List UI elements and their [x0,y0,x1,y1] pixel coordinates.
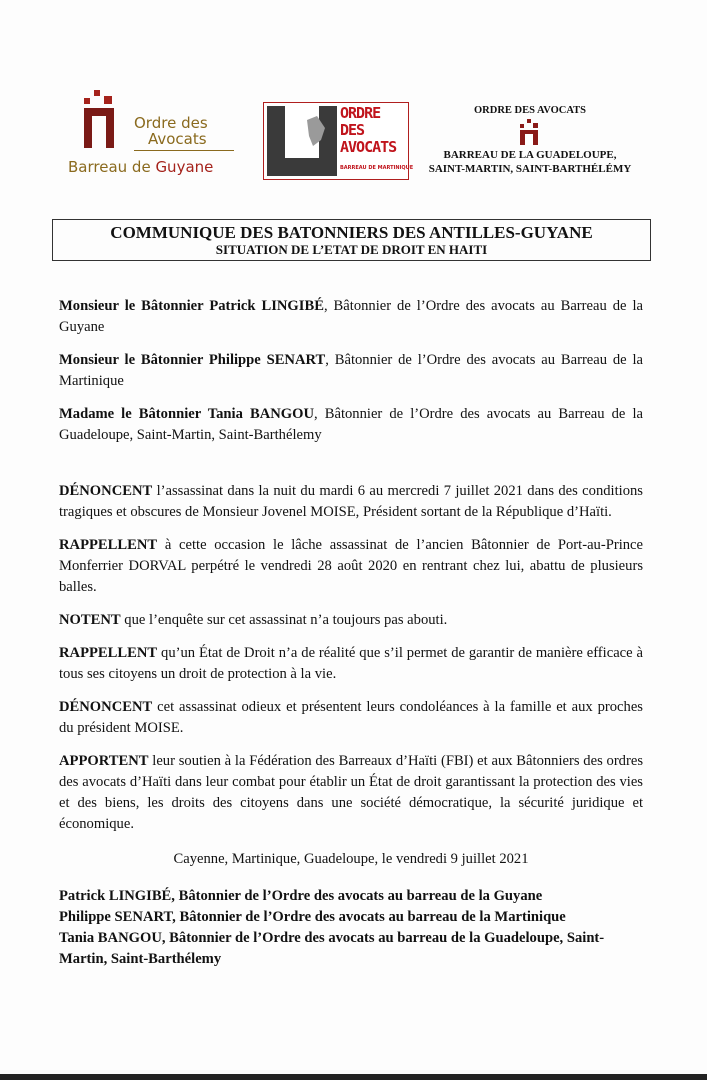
signature-line: Tania BANGOU, Bâtonnier de l’Ordre des avocats au barreau de la Guadeloupe, Saint- [59,930,605,946]
logo-barreau-guyane [68,86,240,186]
guyane-logo-line3-prefix: Barreau de [68,158,156,176]
statement-verb: DÉNONCENT [59,483,153,499]
statement-text: que l’enquête sur cet assassinat n’a toujours pas abouti. [120,612,448,628]
martinique-logo-line2: DES [340,121,365,139]
statement-paragraph [59,535,643,598]
statement-verb: DÉNONCENT [59,699,153,715]
signature-line: Philippe SENART, Bâtonnier de l’Ordre des avocats au barreau de la Martinique [59,909,566,925]
statement-text: qu’un État de Droit n’a de réalité que s’il permet de garantir de manière efficace à tous ses citoyens un droit de protection à la vie. [59,645,643,682]
batonnier-guyane [59,296,643,338]
batonnier-name: Monsieur le Bâtonnier Philippe SENART [59,352,326,368]
martinique-logo-line1: ORDRE [340,104,381,122]
communique-body [59,296,643,970]
guyane-logo-line1: Ordre des [134,114,208,132]
statement-verb: NOTENT [59,612,121,628]
statement-verb: RAPPELLENT [59,645,158,661]
bottom-edge [0,1074,707,1080]
statement-verb: RAPPELLENT [59,537,158,553]
signature-block [59,886,643,970]
statement-paragraph [59,643,643,685]
place-and-date: Cayenne, Martinique, Guadeloupe, le vendredi 9 juillet 2021 [173,851,529,867]
statement-paragraph [59,610,643,631]
martinique-logo-mark-icon [267,106,337,176]
batonnier-name: Monsieur le Bâtonnier Patrick LINGIBÉ [59,298,324,314]
batonnier-title: , Bâtonnier de l’Ordre des avocats au Barreau de la Guyane [59,298,644,335]
statement-paragraph [59,481,643,523]
martinique-logo-text [340,105,396,156]
guyane-logo-line3-name: Guyane [155,158,214,176]
statement-paragraph [59,697,643,739]
communique-title-box [52,219,651,261]
logo-barreau-guadeloupe [425,100,635,180]
statement-text: l’assassinat dans la nuit du mardi 6 au mercredi 7 juillet 2021 dans des conditions tragiques et obscures de Monsieur Jovenel MOISE, Président sortant de la République d’Haïti. [59,483,643,520]
batonnier-name: Madame le Bâtonnier Tania BANGOU [59,406,315,422]
guadeloupe-logo-line2: SAINT-MARTIN, SAINT-BARTHÉLÉMY [428,163,632,175]
guyane-logo-mark-icon [80,90,120,150]
guyane-logo-rule [134,150,234,151]
logo-barreau-martinique [263,102,414,180]
statement-verb: APPORTENT [59,753,149,769]
guyane-logo-line2: Avocats [148,130,207,148]
batonnier-title: , Bâtonnier de l’Ordre des avocats au Barreau de la Guadeloupe, Saint-Martin, Saint-Barthélemy [59,406,644,443]
statement-text: leur soutien à la Fédération des Barreaux d’Haïti (FBI) et aux Bâtonniers des ordres des avocats d’Haïti dans leur combat pour établir un État de droit garantissant la protection des vies et des biens, les droits des citoyens dans une société démocratique, la sécurité juridique et économique. [59,753,643,832]
guyane-logo-line3 [68,158,213,176]
statement-paragraph [59,751,643,835]
statement-text: à cette occasion le lâche assassinat de l’ancien Bâtonnier de Port-au-Prince Monferrier DORVAL perpétré le vendredi 28 août 2020 en rentrant chez lui, abattu de plusieurs balles. [59,537,643,595]
communique-title: COMMUNIQUE DES BATONNIERS DES ANTILLES-GUYANE [110,223,593,242]
communique-subtitle: SITUATION DE L’ETAT DE DROIT EN HAITI [215,242,488,257]
batonnier-martinique [59,350,643,392]
signature-line: Patrick LINGIBÉ, Bâtonnier de l’Ordre des avocats au barreau de la Guyane [59,888,543,904]
statement-text: cet assassinat odieux et présentent leurs condoléances à la famille et aux proches du président MOISE. [59,699,643,736]
martinique-logo-small: BARREAU DE MARTINIQUE [340,165,414,171]
guadeloupe-logo-mark-icon [518,119,542,145]
guadeloupe-logo-line1: BARREAU DE LA GUADELOUPE, [443,149,617,161]
signature-line: Martin, Saint-Barthélemy [59,951,222,967]
batonnier-title: , Bâtonnier de l’Ordre des avocats au Barreau de la Martinique [59,352,643,389]
batonnier-guadeloupe [59,404,643,446]
martinique-logo-line3: AVOCATS [340,138,397,156]
guadeloupe-logo-top: ORDRE DES AVOCATS [473,105,586,116]
